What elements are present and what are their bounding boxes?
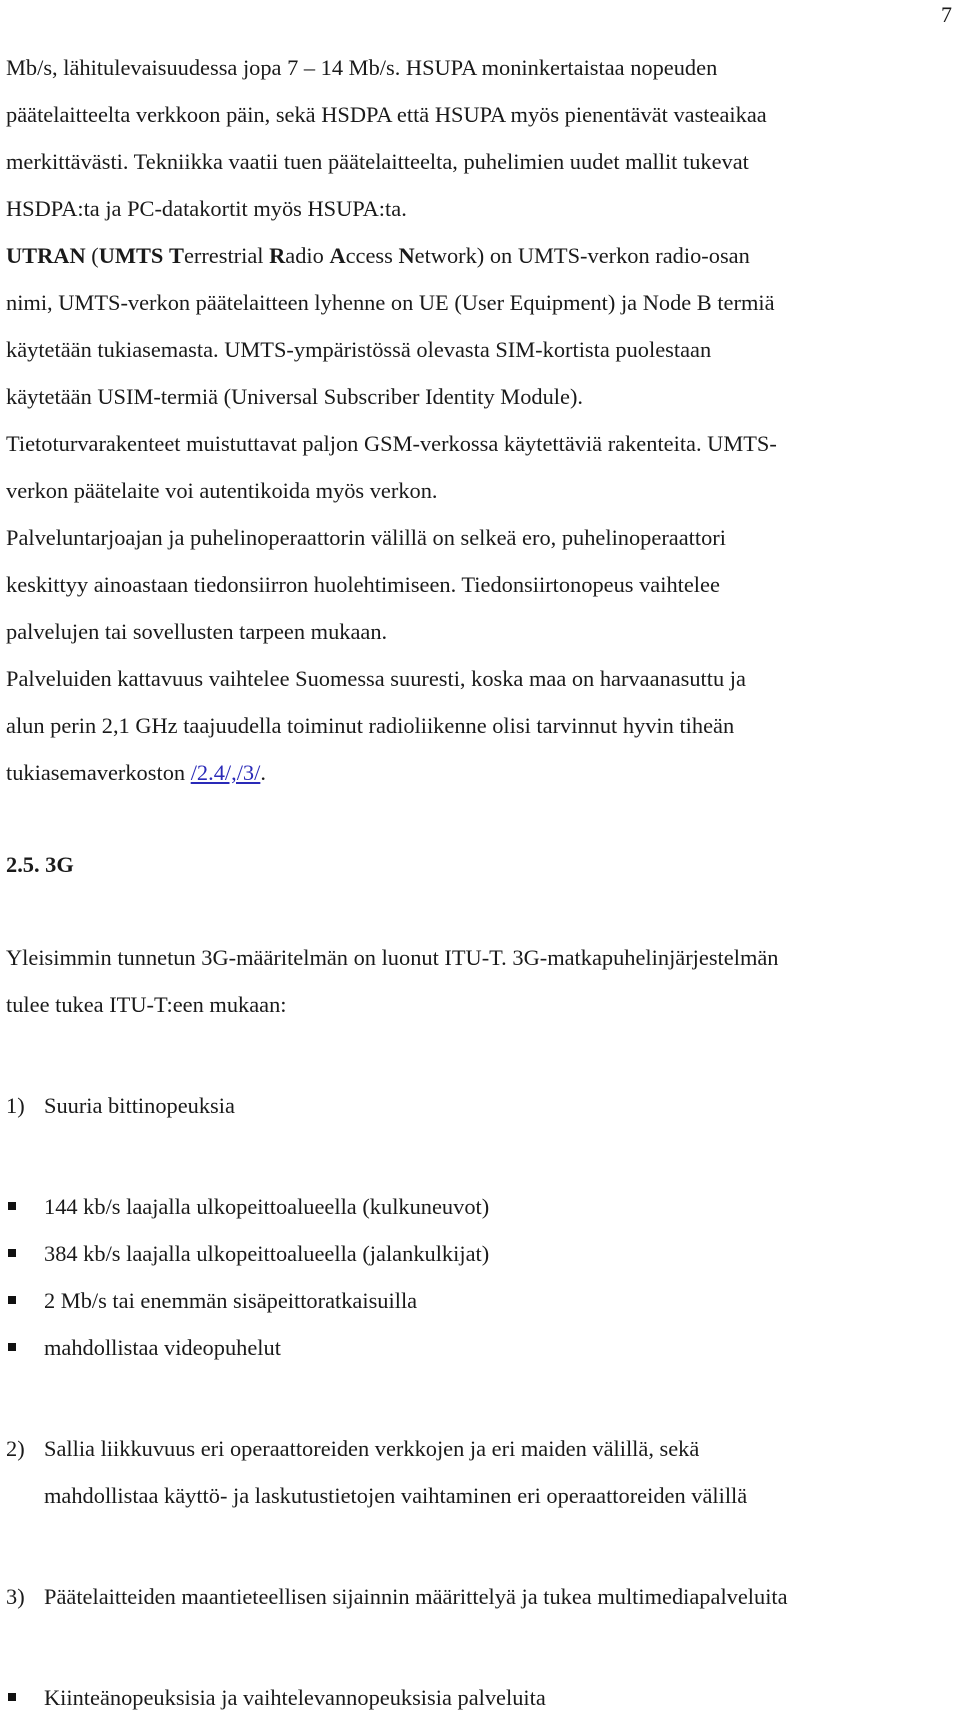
page-number: 7 <box>941 2 952 27</box>
text-line: keskittyy ainoastaan tiedonsiirron huolehtimiseen. Tiedonsiirtonopeus vaihtelee <box>6 572 720 597</box>
text-line: käytetään tukiasemasta. UMTS-ympäristössä olevasta SIM-kortista puolestaan <box>6 337 712 362</box>
text-line: tulee tukea ITU-T:een mukaan: <box>6 992 287 1017</box>
bullet-icon <box>8 1343 16 1351</box>
bullet-item: 384 kb/s laajalla ulkopeittoalueella (jalankulkijat) <box>6 1230 952 1277</box>
bullet-icon <box>8 1202 16 1210</box>
bullet-icon <box>8 1249 16 1257</box>
utran-definition-line: UTRAN (UMTS Terrestrial Radio Access Network) on UMTS-verkon radio-osan <box>6 243 750 268</box>
text-line: Mb/s, lähitulevaisuudessa jopa 7 – 14 Mb/s. HSUPA moninkertaistaa nopeuden <box>6 55 718 80</box>
section-heading: 2.5. 3G <box>6 852 74 877</box>
bullet-item: 144 kb/s laajalla ulkopeittoalueella (kulkuneuvot) <box>6 1183 952 1230</box>
text-line: nimi, UMTS-verkon päätelaitteen lyhenne on UE (User Equipment) ja Node B termiä <box>6 290 775 315</box>
list-item-2: 2) Sallia liikkuvuus eri operaattoreiden verkkojen ja eri maiden välillä, sekä <box>6 1436 700 1461</box>
bullet-item: mahdollistaa videopuhelut <box>6 1324 952 1371</box>
list-item-1: 1) Suuria bittinopeuksia <box>6 1093 235 1118</box>
list-item-2-continuation: mahdollistaa käyttö- ja laskutustietojen vaihtaminen eri operaattoreiden välillä <box>44 1483 748 1508</box>
text-line: palvelujen tai sovellusten tarpeen mukaan. <box>6 619 388 644</box>
text-line: Tietoturvarakenteet muistuttavat paljon GSM-verkossa käytettäviä rakenteita. UMTS- <box>6 431 777 456</box>
bullet-icon <box>8 1693 16 1701</box>
text-line: Palveluiden kattavuus vaihtelee Suomessa suuresti, koska maa on harvaanasuttu ja <box>6 666 746 691</box>
reference-line: tukiasemaverkoston /2.4/,/3/. <box>6 760 266 785</box>
text-line: Palveluntarjoajan ja puhelinoperaattorin välillä on selkeä ero, puhelinoperaattori <box>6 525 726 550</box>
text-line: käytetään USIM-termiä (Universal Subscriber Identity Module). <box>6 384 584 409</box>
list-item-3: 3) Päätelaitteiden maantieteellisen sijainnin määrittelyä ja tukea multimediapalveluita <box>6 1584 788 1609</box>
bullet-item: 2 Mb/s tai enemmän sisäpeittoratkaisuilla <box>6 1277 952 1324</box>
reference-link[interactable]: /2.4/,/3/ <box>190 760 261 785</box>
text-line: alun perin 2,1 GHz taajuudella toiminut radioliikenne olisi tarvinnut hyvin tiheän <box>6 713 735 738</box>
text-line: verkon päätelaite voi autentikoida myös verkon. <box>6 478 438 503</box>
document-body <box>6 44 952 1721</box>
text-line: Yleisimmin tunnetun 3G-määritelmän on luonut ITU-T. 3G-matkapuhelinjärjestelmän <box>6 945 779 970</box>
bullet-item: Kiinteänopeuksisia ja vaihtelevannopeuksisia palveluita <box>6 1674 952 1721</box>
text-line: merkittävästi. Tekniikka vaatii tuen päätelaitteelta, puhelimien uudet mallit tukevat <box>6 149 749 174</box>
text-line: päätelaitteelta verkkoon päin, sekä HSDPA että HSUPA myös pienentävät vasteaikaa <box>6 102 767 127</box>
bullet-icon <box>8 1296 16 1304</box>
text-line: HSDPA:ta ja PC-datakortit myös HSUPA:ta. <box>6 196 407 221</box>
